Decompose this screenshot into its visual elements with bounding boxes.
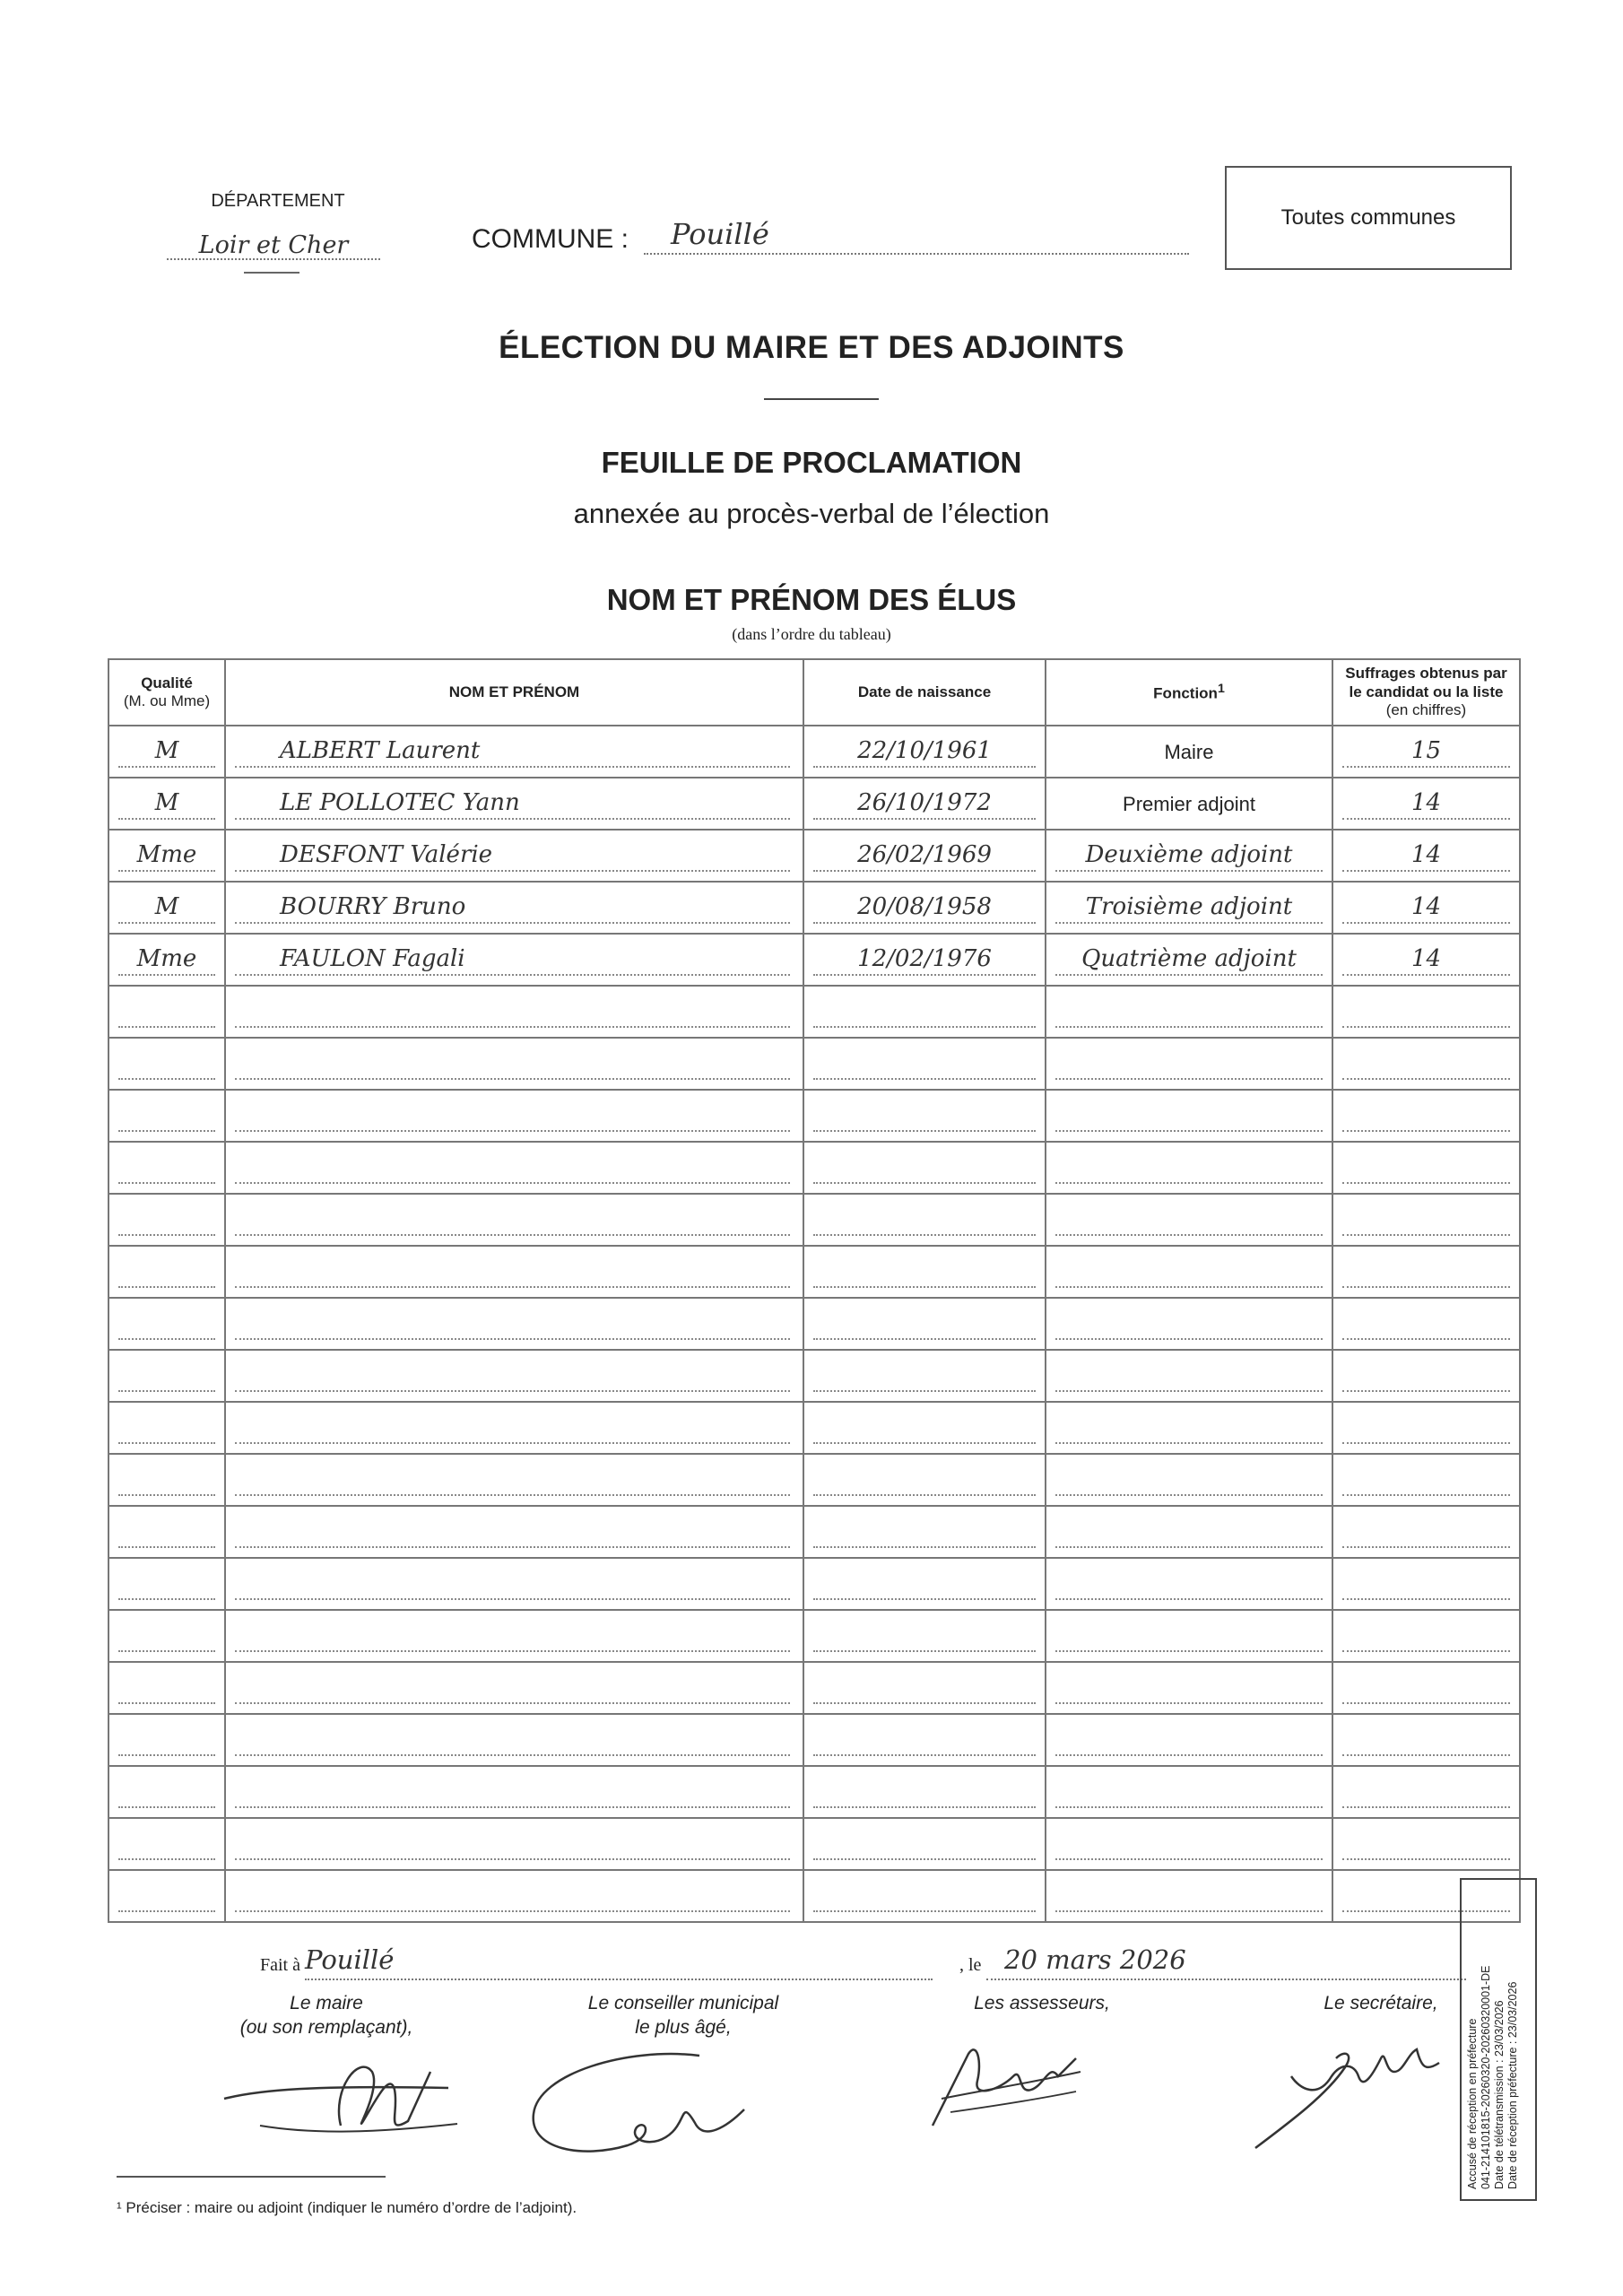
empty-cell	[118, 1308, 215, 1340]
empty-cell	[235, 1724, 790, 1756]
table-row	[108, 830, 1520, 882]
empty-cell	[235, 1256, 790, 1288]
section-title: NOM ET PRÉNOM DES ÉLUS	[606, 583, 1017, 616]
signature-block-conseiller	[549, 1991, 818, 2040]
empty-cell	[1342, 1308, 1510, 1340]
toutes-communes-label: Toutes communes	[1280, 205, 1456, 230]
empty-cell	[1342, 1620, 1510, 1652]
signature-block-maire	[192, 1991, 461, 2040]
section-subtitle: (dans l’ordre du tableau)	[732, 625, 891, 643]
subtitle-annexe: annexée au procès-verbal de l’élection	[573, 498, 1050, 529]
table-row	[108, 882, 1520, 934]
table-row-empty	[108, 1662, 1520, 1714]
empty-cell	[118, 1672, 215, 1704]
empty-cell	[1055, 1256, 1323, 1288]
empty-cell	[1055, 1880, 1323, 1912]
empty-cell	[118, 1048, 215, 1080]
commune-value: Pouillé	[671, 217, 769, 251]
table-row-empty	[108, 1194, 1520, 1246]
header-qualite-sub: (M. ou Mme)	[123, 692, 211, 709]
table-row-empty	[108, 1870, 1520, 1922]
cell-fonction: Troisième adjoint	[1055, 891, 1323, 924]
conseiller-label: Le conseiller municipal	[587, 1993, 779, 2013]
toutes-communes-box	[1225, 166, 1512, 270]
empty-cell	[1342, 1048, 1510, 1080]
cell-suffrages: 14	[1342, 944, 1510, 976]
empty-cell	[235, 1516, 790, 1548]
empty-cell	[813, 1048, 1036, 1080]
cell-suffrages: 14	[1342, 891, 1510, 924]
table-row-empty	[108, 1818, 1520, 1870]
cell-fonction: Deuxième adjoint	[1055, 839, 1323, 872]
empty-cell	[235, 1204, 790, 1236]
table-row-empty	[108, 1298, 1520, 1350]
maire-label: Le maire	[290, 1993, 363, 2013]
empty-cell	[1055, 996, 1323, 1028]
empty-cell	[235, 1308, 790, 1340]
signature-block-assesseurs	[907, 1991, 1176, 2015]
cell-fonction: Premier adjoint	[1123, 793, 1255, 815]
table-row-empty	[108, 1350, 1520, 1402]
table-row-empty	[108, 1558, 1520, 1610]
departement-field	[167, 231, 380, 260]
empty-cell	[1055, 1776, 1323, 1808]
empty-cell	[1055, 1464, 1323, 1496]
empty-cell	[235, 1620, 790, 1652]
table-row-empty	[108, 1038, 1520, 1090]
empty-cell	[118, 1568, 215, 1600]
prefecture-stamp-text	[1466, 1878, 1520, 2189]
header-suffrages-line3: (en chiffres)	[1385, 701, 1467, 719]
title-divider	[764, 398, 879, 400]
cell-date: 22/10/1961	[813, 735, 1036, 768]
cell-suffrages: 14	[1342, 787, 1510, 820]
header-date	[803, 659, 1046, 726]
empty-cell	[118, 1724, 215, 1756]
empty-cell	[1342, 1724, 1510, 1756]
empty-cell	[235, 1672, 790, 1704]
cell-qualite: M	[118, 891, 215, 924]
fait-a-label: Fait à	[260, 1955, 300, 1975]
table-row-empty	[108, 1766, 1520, 1818]
departement-label: DÉPARTEMENT	[211, 191, 345, 211]
header-nom-label: NOM ET PRÉNOM	[448, 683, 580, 700]
empty-cell	[118, 1776, 215, 1808]
header-qualite	[108, 659, 225, 726]
empty-cell	[235, 996, 790, 1028]
empty-cell	[1342, 1776, 1510, 1808]
departement-divider	[244, 272, 299, 274]
cell-nom: DESFONT Valérie	[235, 839, 790, 872]
empty-cell	[1055, 1672, 1323, 1704]
empty-cell	[1342, 1516, 1510, 1548]
empty-cell	[813, 1204, 1036, 1236]
empty-cell	[813, 1776, 1036, 1808]
cell-suffrages: 14	[1342, 839, 1510, 872]
empty-cell	[1342, 1256, 1510, 1288]
cell-nom: ALBERT Laurent	[235, 735, 790, 768]
header-suffrages-line1: Suffrages obtenus par	[1345, 665, 1507, 683]
empty-cell	[1342, 1360, 1510, 1392]
table-row	[108, 934, 1520, 986]
empty-cell	[235, 1568, 790, 1600]
elus-table	[108, 658, 1521, 1923]
header-fonction	[1046, 659, 1332, 726]
table-row-empty	[108, 1246, 1520, 1298]
empty-cell	[813, 1828, 1036, 1860]
cell-date: 26/02/1969	[813, 839, 1036, 872]
secretaire-label: Le secrétaire,	[1324, 1993, 1438, 2013]
fait-a-value: Pouillé	[305, 1944, 395, 1975]
stamp-line: Accusé de réception en préfecture	[1466, 2018, 1479, 2189]
header-qualite-label: Qualité	[141, 674, 193, 691]
cell-nom: FAULON Fagali	[235, 944, 790, 976]
empty-cell	[118, 1880, 215, 1912]
empty-cell	[813, 1724, 1036, 1756]
commune-field	[644, 217, 1189, 255]
empty-cell	[118, 1360, 215, 1392]
empty-cell	[235, 1048, 790, 1080]
empty-cell	[235, 1412, 790, 1444]
empty-cell	[235, 1360, 790, 1392]
departement-value: Loir et Cher	[198, 231, 349, 259]
header-fonction-label: Fonction	[1153, 684, 1218, 702]
date-value: 20 mars 2026	[1004, 1944, 1186, 1975]
le-label: , le	[959, 1955, 982, 1975]
empty-cell	[1055, 1100, 1323, 1132]
commune-label: COMMUNE :	[472, 224, 629, 254]
empty-cell	[813, 1880, 1036, 1912]
empty-cell	[1342, 1152, 1510, 1184]
empty-cell	[118, 1204, 215, 1236]
empty-cell	[1055, 1204, 1323, 1236]
empty-cell	[1342, 1204, 1510, 1236]
signature-conseiller	[520, 2038, 762, 2163]
empty-cell	[118, 1620, 215, 1652]
empty-cell	[118, 1828, 215, 1860]
empty-cell	[813, 1672, 1036, 1704]
empty-cell	[1055, 1360, 1323, 1392]
empty-cell	[813, 1568, 1036, 1600]
empty-cell	[118, 1412, 215, 1444]
table-row-empty	[108, 1454, 1520, 1506]
empty-cell	[235, 1828, 790, 1860]
cell-fonction: Maire	[1164, 741, 1214, 763]
fait-a-field	[305, 1944, 933, 1980]
cell-date: 20/08/1958	[813, 891, 1036, 924]
empty-cell	[118, 1152, 215, 1184]
empty-cell	[235, 1776, 790, 1808]
empty-cell	[813, 1412, 1036, 1444]
empty-cell	[813, 1464, 1036, 1496]
table-row-empty	[108, 1402, 1520, 1454]
table-row-empty	[108, 1142, 1520, 1194]
subtitle-feuille: FEUILLE DE PROCLAMATION	[601, 446, 1022, 479]
cell-qualite: Mme	[118, 839, 215, 872]
empty-cell	[1055, 1724, 1323, 1756]
empty-cell	[813, 1516, 1036, 1548]
empty-cell	[1342, 996, 1510, 1028]
cell-qualite: Mme	[118, 944, 215, 976]
empty-cell	[1055, 1412, 1323, 1444]
header-date-label: Date de naissance	[857, 683, 992, 700]
empty-cell	[1342, 1672, 1510, 1704]
table-row-empty	[108, 1090, 1520, 1142]
empty-cell	[1055, 1620, 1323, 1652]
empty-cell	[1342, 1412, 1510, 1444]
empty-cell	[118, 1256, 215, 1288]
footnote-divider	[117, 2176, 386, 2178]
table-row-empty	[108, 1506, 1520, 1558]
signature-secretaire	[1237, 2022, 1453, 2157]
table-row-empty	[108, 1610, 1520, 1662]
empty-cell	[235, 1880, 790, 1912]
header-suffrages-line2: le candidat ou la liste	[1349, 683, 1504, 700]
empty-cell	[813, 1360, 1036, 1392]
empty-cell	[118, 1516, 215, 1548]
table-row	[108, 726, 1520, 778]
empty-cell	[813, 1152, 1036, 1184]
empty-cell	[1342, 1100, 1510, 1132]
cell-fonction: Quatrième adjoint	[1055, 944, 1323, 976]
table-header-row	[108, 659, 1520, 726]
empty-cell	[1342, 1568, 1510, 1600]
footnote: ¹ Préciser : maire ou adjoint (indiquer le numéro d’ordre de l’adjoint).	[117, 2199, 577, 2216]
footnote-marker: 1	[1217, 681, 1225, 696]
header-nom	[225, 659, 803, 726]
header-suffrages	[1332, 659, 1520, 726]
empty-cell	[235, 1464, 790, 1496]
signature-assesseurs	[915, 2027, 1094, 2135]
signature-maire	[206, 2036, 466, 2152]
empty-cell	[1055, 1568, 1323, 1600]
cell-nom: BOURRY Bruno	[235, 891, 790, 924]
stamp-line: Date de réception préfecture : 23/03/2026	[1506, 1981, 1519, 2189]
empty-cell	[1342, 1464, 1510, 1496]
cell-suffrages: 15	[1342, 735, 1510, 768]
empty-cell	[1055, 1048, 1323, 1080]
table-row-empty	[108, 986, 1520, 1038]
empty-cell	[813, 1620, 1036, 1652]
cell-nom: LE POLLOTEC Yann	[235, 787, 790, 820]
cell-qualite: M	[118, 735, 215, 768]
empty-cell	[118, 1464, 215, 1496]
empty-cell	[813, 996, 1036, 1028]
stamp-line: Date de télétransmission : 23/03/2026	[1493, 2000, 1506, 2189]
empty-cell	[1055, 1308, 1323, 1340]
cell-qualite: M	[118, 787, 215, 820]
table-row-empty	[108, 1714, 1520, 1766]
empty-cell	[235, 1152, 790, 1184]
table-row	[108, 778, 1520, 830]
maire-sublabel: (ou son remplaçant),	[239, 2017, 413, 2039]
empty-cell	[813, 1256, 1036, 1288]
assesseurs-label: Les assesseurs,	[974, 1993, 1110, 2013]
empty-cell	[813, 1308, 1036, 1340]
conseiller-sublabel: le plus âgé,	[635, 2017, 732, 2039]
empty-cell	[1055, 1828, 1323, 1860]
empty-cell	[1342, 1828, 1510, 1860]
empty-cell	[1055, 1152, 1323, 1184]
page-title: ÉLECTION DU MAIRE ET DES ADJOINTS	[499, 330, 1124, 365]
empty-cell	[118, 996, 215, 1028]
date-field	[986, 1944, 1466, 1980]
empty-cell	[1055, 1516, 1323, 1548]
cell-date: 12/02/1976	[813, 944, 1036, 976]
empty-cell	[118, 1100, 215, 1132]
prefecture-stamp	[1460, 1878, 1537, 2201]
empty-cell	[235, 1100, 790, 1132]
empty-cell	[813, 1100, 1036, 1132]
stamp-line: 041-214101815-20260320-20260320001-DE	[1480, 1965, 1492, 2189]
cell-date: 26/10/1972	[813, 787, 1036, 820]
